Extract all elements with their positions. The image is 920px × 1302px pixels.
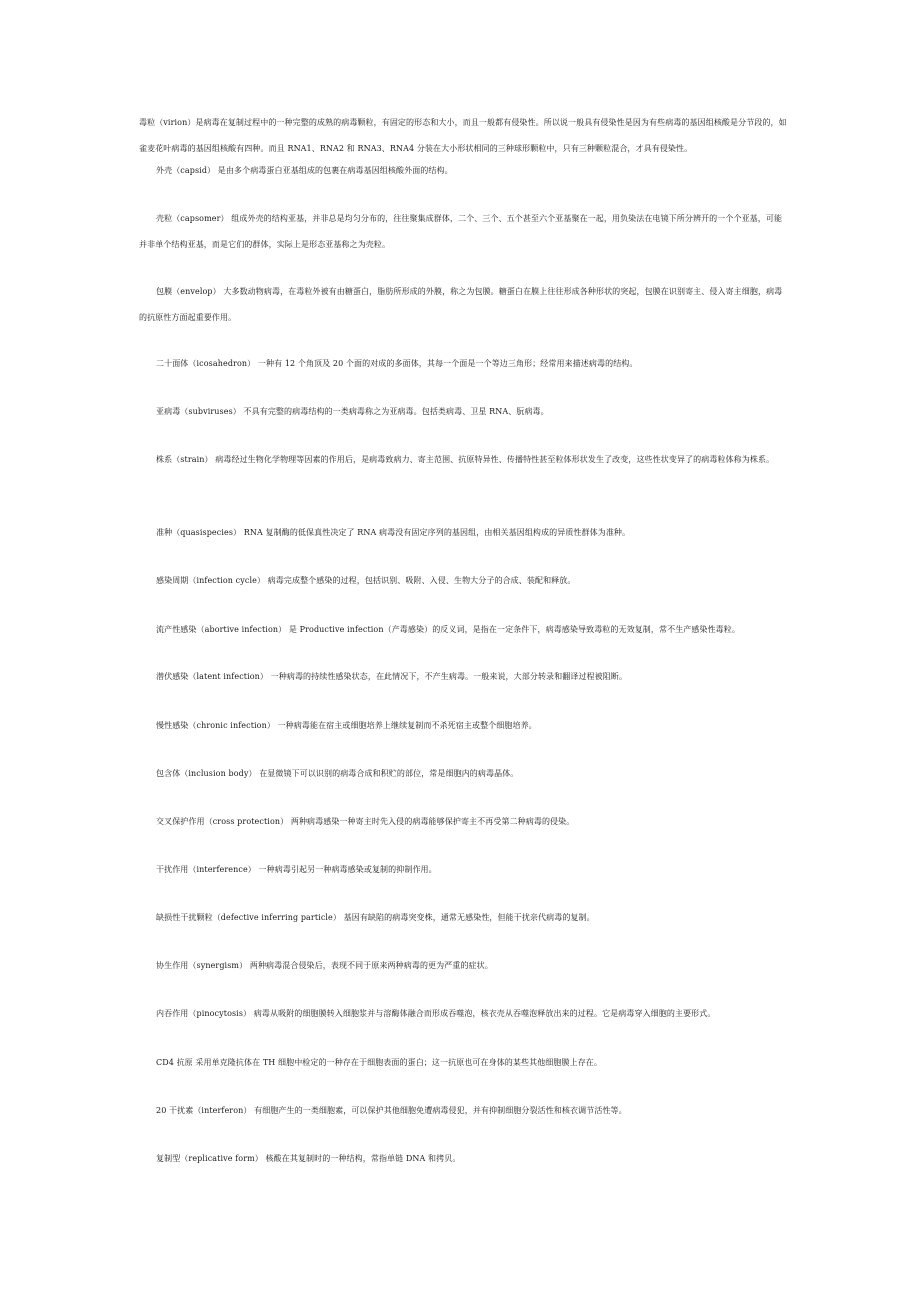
- paragraph-subviruses: 亚病毒（subviruses） 不具有完整的病毒结构的一类病毒称之为亚病毒。包括类病毒、卫星 RNA、朊病毒。: [156, 407, 549, 416]
- paragraph-infection-cycle: 感染周期（infection cycle） 病毒完成整个感染的过程，包括识别、吸附、入侵、生物大分子的合成、装配和释放。: [156, 576, 576, 585]
- paragraph-virion: 毒粒（virion）是病毒在复制过程中的一种完整的成熟的病毒颗粒，有固定的形态和大小，而且一般都有侵染性。所以说一般具有侵染性是因为有些病毒的基因组核酸是分节段的，如雀麦花叶病毒的基因组核酸有四种。而且 RNA1、RNA2 和 RNA3、RNA4 分装在大小形状相同的三种球形颗粒中，只有三种颗粒混合，才具有侵染性。: [139, 118, 787, 153]
- paragraph-icosahedron: 二十面体（icosahedron） 一种有 12 个角顶及 20 个面的对成的多面体，其每一个面是一个等边三角形；经常用来描述病毒的结构。: [156, 359, 638, 368]
- paragraph-latent-infection: 潜伏感染（latent infection） 一种病毒的持续性感染状态，在此情况下，不产生病毒。一般来说，大部分转录和翻译过程被阻断。: [156, 672, 628, 681]
- paragraph-pinocytosis: 内吞作用（pinocytosis） 病毒从吸附的细胞膜转入细胞浆并与溶酶体融合而形成吞噬泡，核衣壳从吞噬泡释放出来的过程。它是病毒穿入细胞的主要形式。: [156, 1009, 716, 1018]
- paragraph-defective-particle: 缺损性干扰颗粒（defective inferring particle） 基因有缺陷的病毒突变株，通常无感染性，但能干扰亲代病毒的复制。: [156, 913, 595, 922]
- paragraph-envelop: 包膜（envelop） 大多数动物病毒，在毒粒外被有由糖蛋白，脂肪所形成的外膜，称之为包膜。糖蛋白在膜上往往形成各种形状的突起，包膜在识别寄主、侵入寄主细胞，病毒的抗原性方面起重要作用。: [139, 287, 783, 322]
- paragraph-interferon: 20 干扰素（interferon） 有细胞产生的一类细胞素，可以保护其他细胞免遭病毒侵犯，并有抑制细胞分裂活性和核衣调节活性等。: [156, 1106, 627, 1115]
- paragraph-interference: 干扰作用（interference） 一种病毒引起另一种病毒感染或复制的抑制作用。: [156, 865, 437, 874]
- paragraph-chronic-infection: 慢性感染（chronic infection） 一种病毒能在宿主或细胞培养上继续复制而不杀死宿主或整个细胞培养。: [156, 721, 537, 730]
- paragraph-capsomer: 壳粒（capsomer） 组成外壳的结构亚基，并非总是均匀分布的，往往聚集成群体，二个、三个、五个甚至六个亚基聚在一起，用负染法在电镜下所分辨开的一个个亚基，可能并非单个结构亚基，而是它们的群体，实际上是形态亚基称之为壳粒。: [139, 214, 783, 249]
- paragraph-cd4-antigen: CD4 抗原 采用单克隆抗体在 TH 细胞中检定的一种存在于细胞表面的蛋白；这一抗原也可在身体的某些其他细胞膜上存在。: [156, 1058, 603, 1067]
- paragraph-inclusion-body: 包含体（inclusion body） 在显微镜下可以识别的病毒合成和积贮的部位，常是细胞内的病毒晶体。: [156, 769, 519, 778]
- paragraph-synergism: 协生作用（synergism） 两种病毒混合侵染后，表现不同于原来两种病毒的更为严重的症状。: [156, 961, 493, 970]
- paragraph-abortive-infection: 流产性感染（abortive infection） 是 Productive infection（产毒感染）的反义词，是指在一定条件下，病毒感染导致毒粒的无效复制，常不生产感染性毒粒。: [156, 625, 740, 634]
- paragraph-strain: 株系（strain） 病毒经过生物化学物理等因素的作用后，是病毒致病力、寄主范围、抗原特异性、传播特性甚至粒体形状发生了改变，这些性状变异了的病毒粒体称为株系。: [156, 455, 775, 464]
- paragraph-quasispecies: 准种（quasispecies） RNA 复制酶的低保真性决定了 RNA 病毒没有固定序列的基因组，由相关基因组构成的异质性群体为准种。: [156, 528, 631, 537]
- paragraph-capsid: 外壳（capsid） 是由多个病毒蛋白亚基组成的包裹在病毒基因组核酸外面的结构。: [156, 166, 453, 175]
- paragraph-cross-protection: 交叉保护作用（cross protection） 两种病毒感染一种寄主时先入侵的病毒能够保护寄主不再受第二种病毒的侵染。: [156, 817, 575, 826]
- paragraph-replicative-form: 复制型（replicative form） 核酸在其复制时的一种结构，常指单链 DNA 和拷贝。: [156, 1154, 461, 1163]
